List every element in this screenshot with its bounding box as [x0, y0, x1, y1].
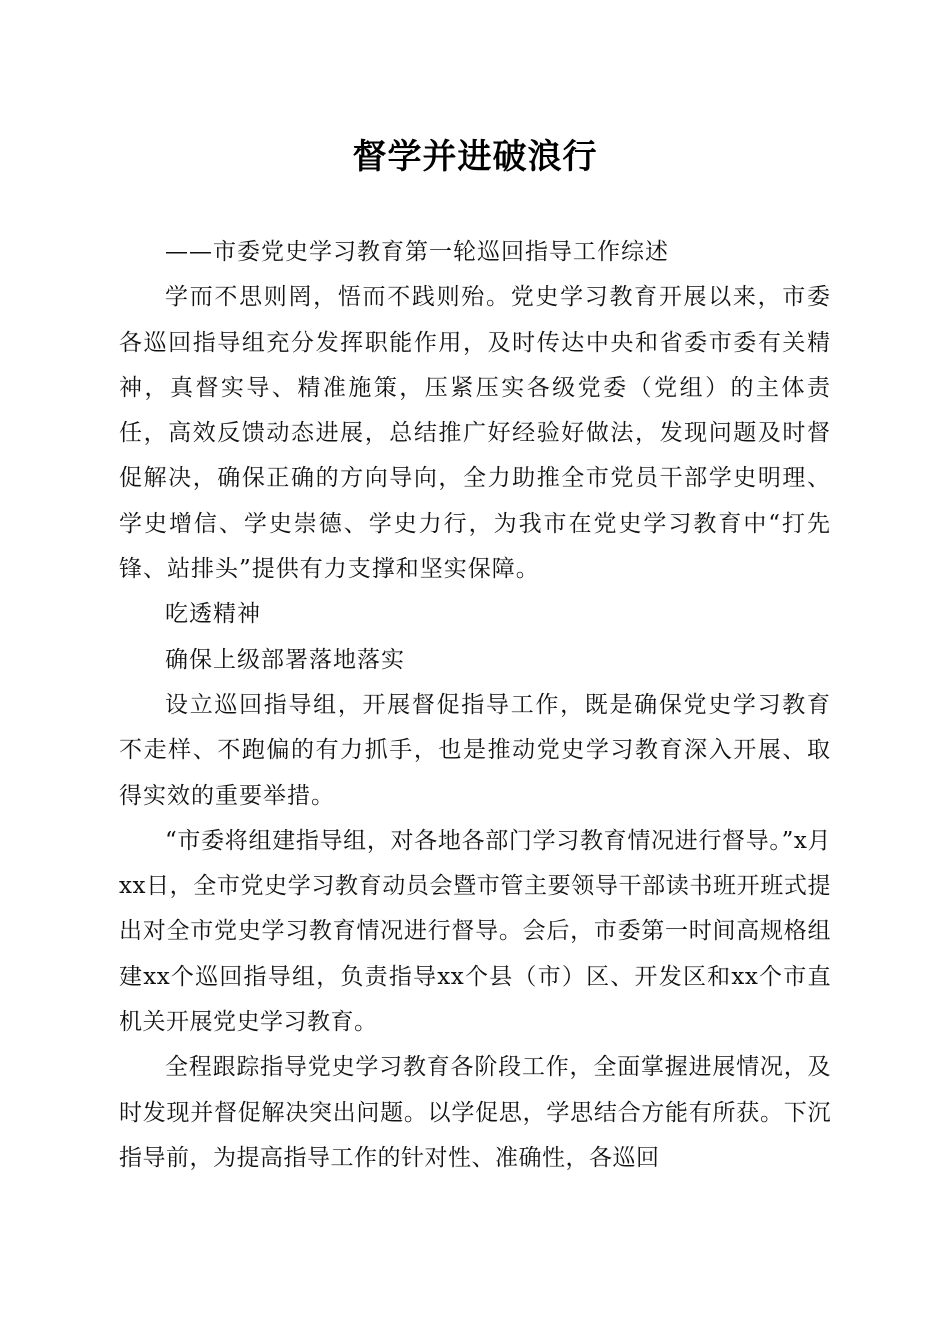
document-title: 督学并进破浪行: [352, 137, 598, 177]
section-heading: 吃透精神: [165, 601, 261, 628]
document-subtitle: ——市委党史学习教育第一轮巡回指导工作综述: [165, 239, 669, 265]
paragraph-intro: 学而不思则罔，悟而不践则殆。党史学习教育开展以来，市委各巡回指导组充分发挥职能作用，及时传达中央和省委市委有关精神，真督实导、精准施策，压紧压实各级党委（党组）的主体责任，高效反馈动态进展，总结推广好经验好做法，发现问题及时督促解决，确保正确的方向导向，全力助推全市党员干部学史明理、学史增信、学史崇德、学史力行，为我市在党史学习教育中“打先锋、站排头”提供有力支撑和坚实保障。: [119, 284, 831, 583]
paragraph: 全程跟踪指导党史学习教育各阶段工作，全面掌握进展情况，及时发现并督促解决突出问题。以学促思，学思结合方能有所获。下沉指导前，为提高指导工作的针对性、准确性，各巡回: [119, 1054, 831, 1171]
paragraph: 设立巡回指导组，开展督促指导工作，既是确保党史学习教育不走样、不跑偏的有力抓手，也是推动党史学习教育深入开展、取得实效的重要举措。: [119, 691, 831, 809]
document-body: [119, 230, 831, 1181]
section-subheading: 确保上级部署落地落实: [165, 646, 405, 673]
paragraph: “市委将组建指导组，对各地各部门学习教育情况进行督导。”x月xx日，全市党史学习教育动员会暨市管主要领导干部读书班开班式提出对全市党史学习教育情况进行督导。会后，市委第一时间高规格组建xx个巡回指导组，负责指导xx个县（市）区、开发区和xx个市直机关开展党史学习教育。: [119, 827, 831, 1036]
